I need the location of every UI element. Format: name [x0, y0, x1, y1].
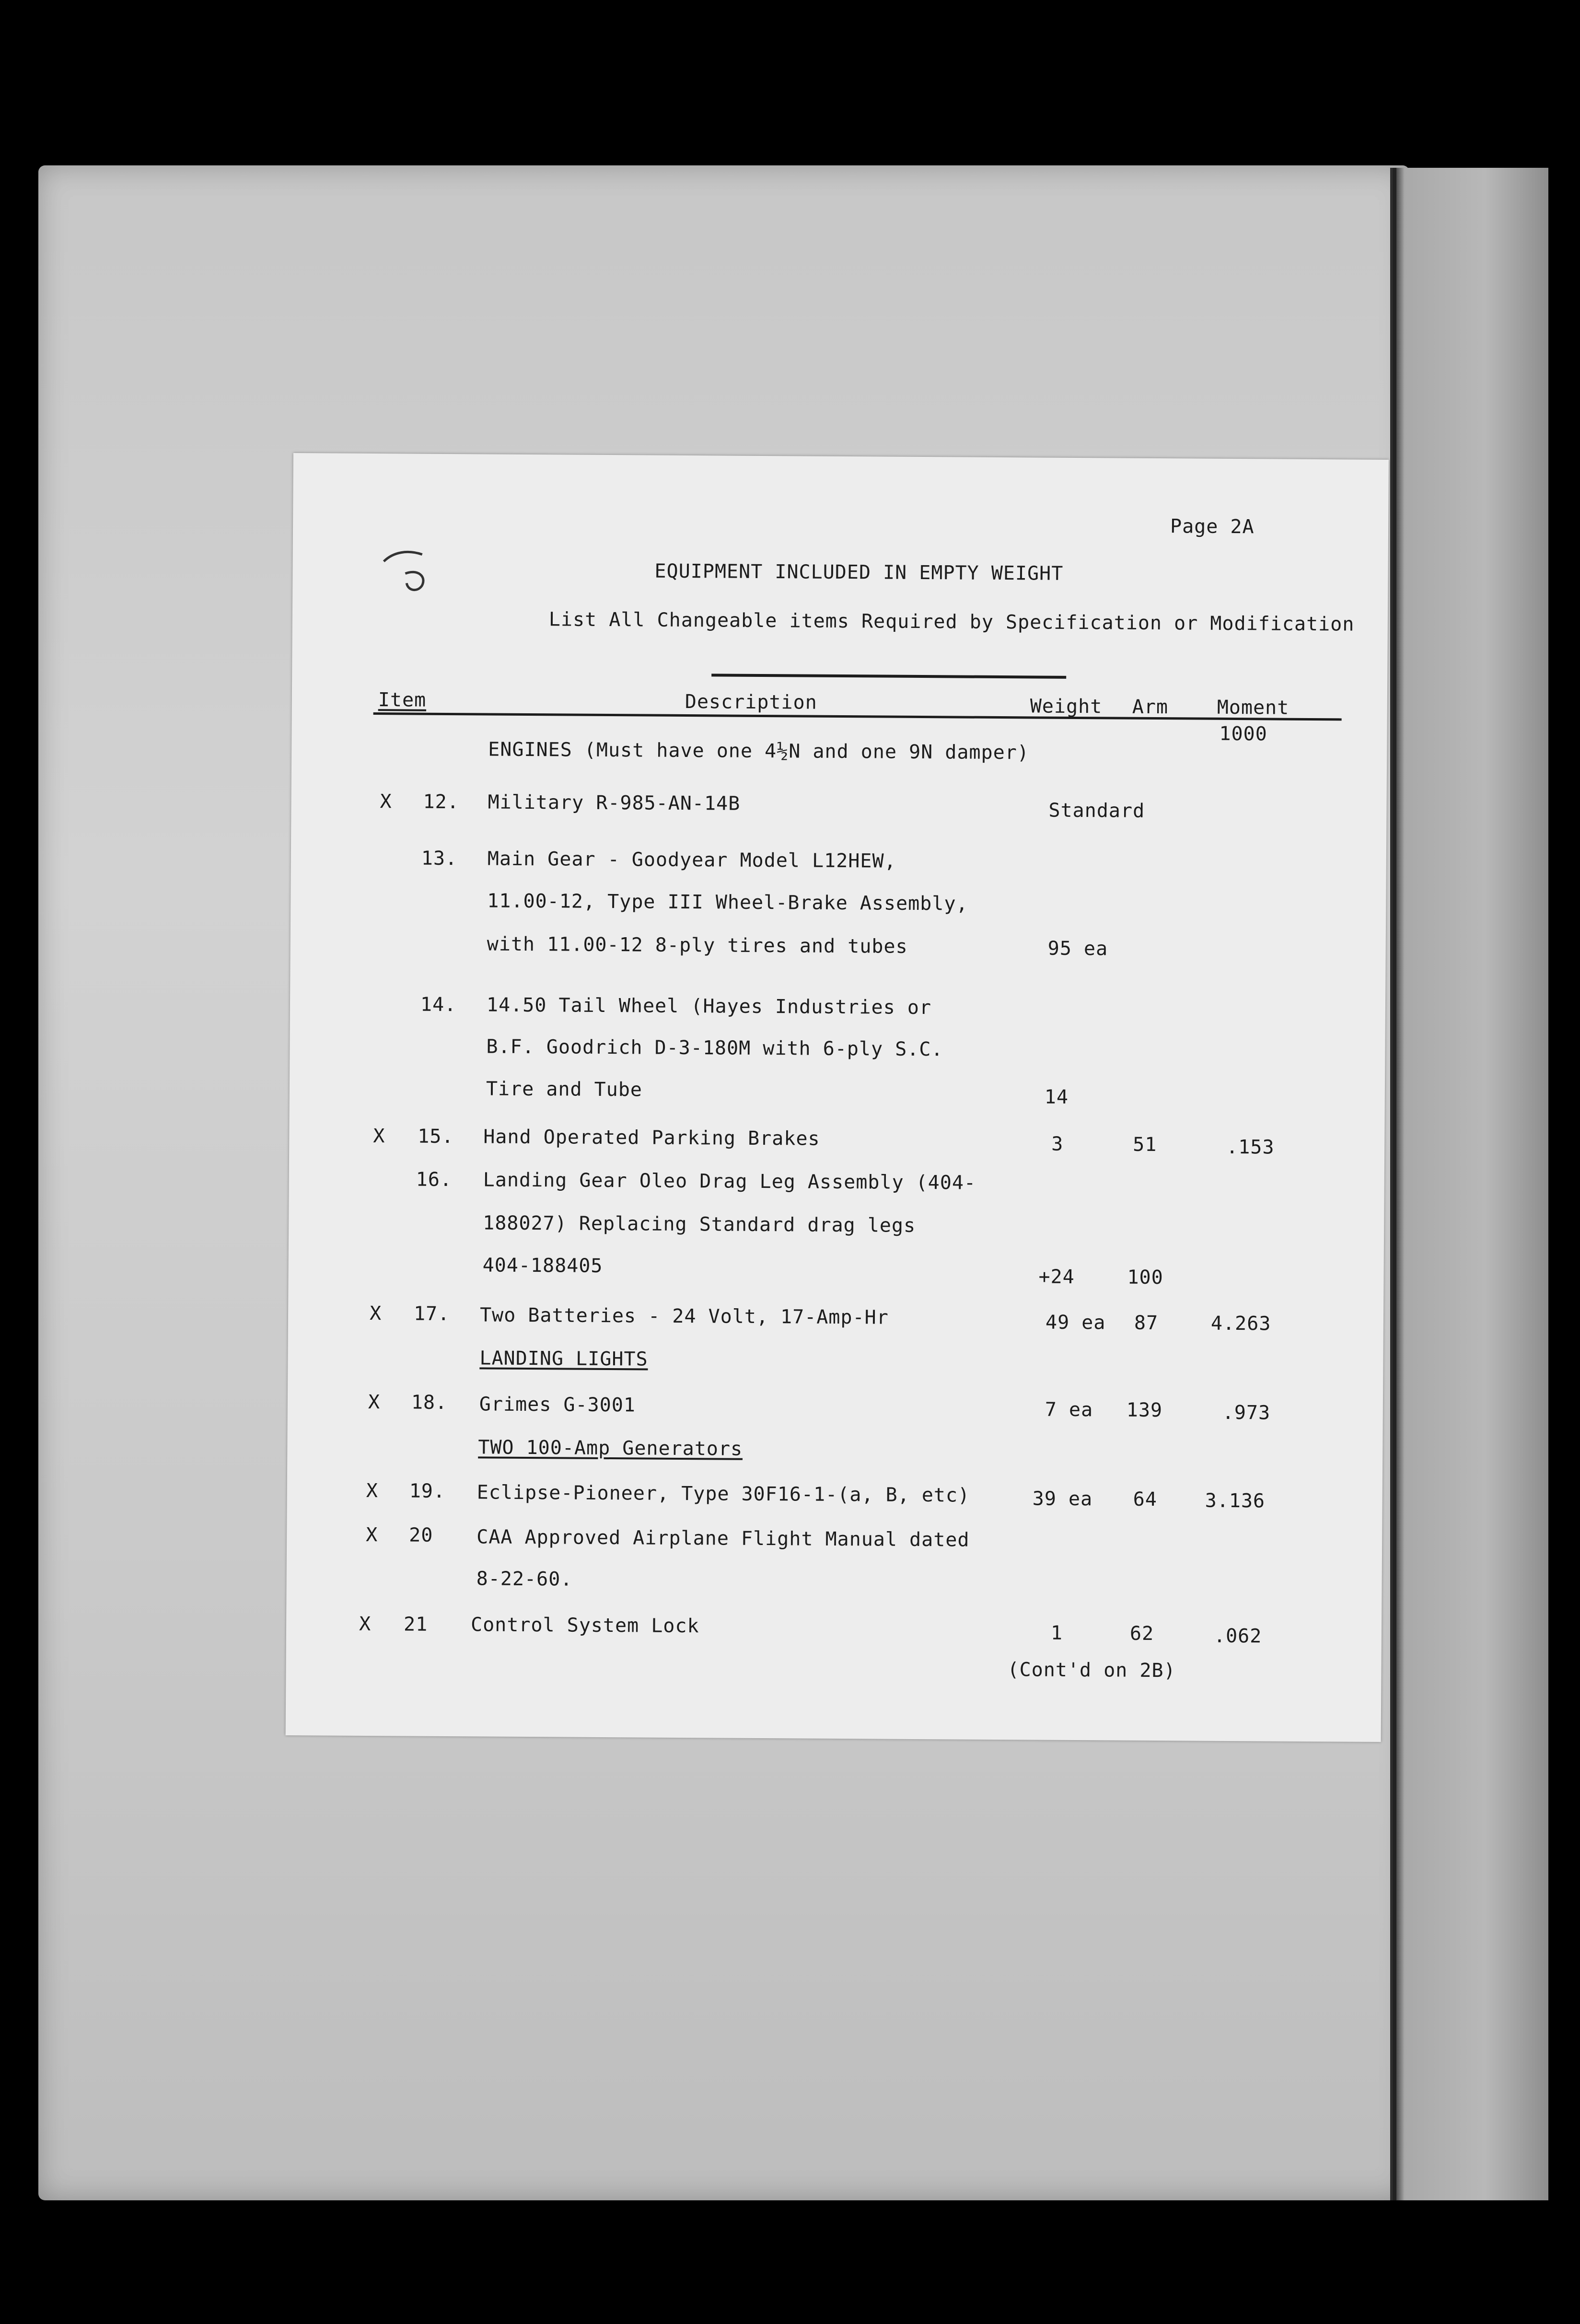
row-description: 14.50 Tail Wheel (Hayes Industries or — [486, 994, 932, 1019]
row-arm: 62 — [1129, 1622, 1154, 1645]
row-number: 21 — [403, 1613, 428, 1636]
row-description: 8-22-60. — [476, 1568, 573, 1591]
row-arm: 51 — [1133, 1133, 1157, 1156]
pencil-mark — [379, 547, 432, 595]
row-mark: X — [366, 1479, 379, 1502]
board-edge-line — [1393, 168, 1396, 2200]
row-arm: 87 — [1134, 1312, 1159, 1335]
col-header-description: Description — [685, 690, 817, 714]
row-arm: 100 — [1127, 1266, 1163, 1289]
document-sheet — [286, 453, 1389, 1742]
row-weight: Standard — [1048, 799, 1145, 822]
continued-note: (Cont'd on 2B) — [1007, 1659, 1176, 1682]
row-description: 11.00-12, Type III Wheel-Brake Assembly, — [487, 890, 968, 915]
row-moment: .973 — [1222, 1401, 1271, 1424]
row-weight: +24 — [1038, 1266, 1075, 1288]
row-mark: X — [368, 1391, 381, 1414]
row-number: 19. — [409, 1480, 446, 1502]
row-weight: 49 ea — [1045, 1311, 1106, 1334]
row-description: with 11.00-12 8-ply tires and tubes — [487, 933, 908, 958]
row-weight: 14 — [1044, 1086, 1069, 1108]
row-number: 20 — [409, 1524, 433, 1546]
row-number: 15. — [418, 1125, 454, 1148]
row-description: Landing Gear Oleo Drag Leg Assembly (404- — [483, 1169, 976, 1194]
row-description: Two Batteries - 24 Volt, 17-Amp-Hr — [479, 1304, 889, 1329]
header-rule — [373, 712, 1342, 720]
page-label: Page 2A — [1170, 515, 1255, 538]
row-number: 12. — [423, 790, 459, 813]
page-subtitle: List All Changeable items Required by Specification or Modification — [548, 608, 1355, 636]
board-edge-strip — [1390, 168, 1548, 2200]
row-number: 18. — [411, 1391, 448, 1414]
row-mark: X — [359, 1613, 372, 1636]
row-moment: .153 — [1226, 1136, 1275, 1159]
moment-unit: 1000 — [1219, 722, 1267, 745]
row-description: Grimes G-3001 — [479, 1393, 636, 1417]
row-number: 13. — [421, 847, 458, 870]
row-description: 404-188405 — [482, 1254, 603, 1277]
row-description: B.F. Goodrich D-3-180M with 6-ply S.C. — [486, 1035, 943, 1061]
row-arm: 139 — [1126, 1399, 1163, 1422]
row-weight: 7 ea — [1045, 1398, 1093, 1421]
section-engines: ENGINES (Must have one 4½N and one 9N damper) — [488, 738, 1030, 764]
row-mark: X — [373, 1125, 385, 1148]
row-number: 17. — [413, 1302, 450, 1325]
row-mark: X — [369, 1302, 382, 1325]
row-weight: 39 ea — [1032, 1487, 1093, 1511]
row-weight: 1 — [1050, 1622, 1063, 1644]
col-header-moment: Moment — [1217, 696, 1290, 719]
row-number: 14. — [420, 993, 457, 1016]
page-title: EQUIPMENT INCLUDED IN EMPTY WEIGHT — [654, 560, 1064, 585]
row-mark: X — [366, 1523, 378, 1546]
row-arm: 64 — [1133, 1488, 1158, 1511]
row-description: Eclipse-Pioneer, Type 30F16-1-(a, B, etc) — [476, 1481, 970, 1507]
row-description: 188027) Replacing Standard drag legs — [483, 1212, 916, 1237]
col-header-arm: Arm — [1132, 696, 1169, 719]
col-header-weight: Weight — [1030, 695, 1103, 718]
row-description: Tire and Tube — [486, 1078, 643, 1101]
section-landing-lights: LANDING LIGHTS — [479, 1347, 648, 1371]
row-description: Hand Operated Parking Brakes — [483, 1126, 820, 1150]
row-weight: 3 — [1051, 1133, 1064, 1155]
row-description: Military R-985-AN-14B — [488, 791, 741, 815]
row-moment: 4.263 — [1210, 1312, 1271, 1335]
row-description: CAA Approved Airplane Flight Manual dated — [476, 1526, 970, 1551]
row-description: Main Gear - Goodyear Model L12HEW, — [487, 848, 896, 872]
title-rule — [711, 674, 1066, 679]
row-number: 16. — [416, 1168, 453, 1191]
row-moment: 3.136 — [1205, 1489, 1266, 1512]
row-description: Control System Lock — [470, 1614, 699, 1638]
row-moment: .062 — [1213, 1625, 1262, 1648]
row-weight: 95 ea — [1047, 937, 1108, 960]
col-header-item: Item — [378, 689, 427, 711]
section-generators: TWO 100-Amp Generators — [478, 1436, 743, 1460]
row-mark: X — [380, 790, 392, 813]
